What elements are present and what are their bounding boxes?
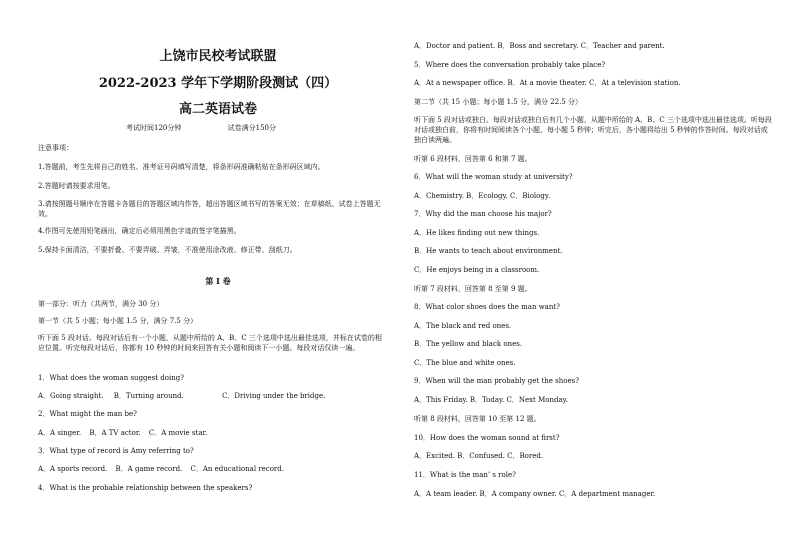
notice-title: 注意事项：	[38, 144, 73, 152]
option: B．He wants to teach about environment.	[414, 247, 563, 255]
question-options: A．At a newspaper office. B．At a movie theater. C．At a television station.	[414, 79, 681, 87]
option: B．The yellow and black ones.	[414, 340, 523, 348]
question-stem: 7．Why did the man choose his major?	[414, 210, 552, 218]
material-heading: 听第 7 段材料，回答第 8 至第 9 题。	[414, 285, 532, 293]
school-title: 上饶市民校考试联盟	[159, 49, 277, 64]
notice-item: 5.保持卡面清洁，不要折叠、不要弄破、弄皱，不准使用涂改液、修正带、刮纸刀。	[38, 246, 297, 254]
notice-item: 2.答题时请按要求用笔。	[38, 182, 115, 190]
exam-score: 试卷满分150分	[227, 124, 276, 132]
question-options: A．Doctor and patient. B．Boss and secretary. C．Teacher and parent.	[414, 42, 665, 50]
exam-meta	[126, 123, 320, 133]
notice-item: 4.作图可先使用铅笔画出，确定后必须用黑色字迹的签字笔描黑。	[38, 227, 241, 235]
year-title: 2022-2023 学年下学期阶段测试（四）	[98, 76, 338, 91]
option: A．The black and red ones.	[414, 322, 512, 330]
listening-instructions: 听下面 5 段对话。每段对话后有一个小题，从题中所给的 A、B、C 三个选项中选出最佳选项，并标在试卷的相应位置。听完每段对话后，你都有 10 秒钟的时间来回答有关小题和阅读下一小题。每段对话仅读一遍。	[38, 334, 382, 352]
question-stem: 10．How does the woman sound at first?	[414, 434, 560, 442]
subsection-heading: 第一节（共 5 小题；每小题 1.5 分，满分 7.5 分）	[38, 317, 198, 325]
question-stem: 6．What will the woman study at university?	[414, 173, 573, 181]
option: A．A sports record.	[38, 465, 108, 473]
question-stem: 3．What type of record is Amy referring to?	[38, 447, 194, 455]
subsection-heading: 第二节（共 15 小题；每小题 1.5 分，满分 22.5 分）	[414, 98, 582, 106]
option: C．A movie star.	[148, 429, 208, 437]
option: A．He likes finding out new things.	[414, 229, 540, 237]
option: C．An educational record.	[190, 465, 284, 473]
question-stem: 4．What is the probable relationship between the speakers?	[38, 484, 253, 492]
question-stem: 1．What does the woman suggest doing?	[38, 374, 184, 382]
option: B．A game record.	[115, 465, 183, 473]
option: A．Going straight.	[38, 392, 104, 400]
option: C．The blue and white ones.	[414, 359, 516, 367]
option: B．A TV actor.	[89, 429, 141, 437]
notice-item: 1.答题前，考生先将自己的姓名、准考证号码填写清楚，将条形码准确粘贴在条形码区域内。	[38, 163, 325, 171]
question-stem: 8．What color shoes does the man want?	[414, 303, 560, 311]
question-options	[38, 464, 284, 474]
question-options	[38, 428, 207, 438]
exam-time: 考试时间120分钟	[126, 124, 182, 132]
listening-instructions: 听下面 5 段对话或独白。每段对话或独白后有几个小题，从题中所给的 A、B、C 三个选项中选出最佳选项。听每段对话或独白前，你将有时间阅读各个小题，每小题 5 秒钟；听完后，各小题将给出 5 秒钟的作答时间。每段对话或独白读两遍。	[414, 116, 772, 144]
option: C．He enjoys being in a classroom.	[414, 266, 540, 274]
notice-item: 3.请按照题号顺序在答题卡各题目的答题区域内作答，超出答题区域书写的答案无效；在草稿纸、试卷上答题无效。	[38, 200, 381, 218]
question-options: A．Chemistry. B．Ecology. C．Biology.	[414, 192, 551, 200]
question-stem: 5．Where does the conversation probably take place?	[414, 61, 606, 69]
question-options	[38, 391, 325, 401]
question-stem: 9．When will the man probably get the shoes?	[414, 377, 579, 385]
section-heading: 第一部分：听力（共两节，满分 30 分）	[38, 300, 164, 308]
option: C．Driving under the bridge.	[222, 392, 326, 400]
question-stem: 2．What might the man be?	[38, 410, 137, 418]
question-options: A．A team leader. B．A company owner. C．A department manager.	[414, 490, 656, 498]
subject-title: 高二英语试卷	[178, 102, 257, 117]
question-options: A．This Friday. B．Today. C．Next Monday.	[414, 396, 568, 404]
option: B．Turning around.	[113, 392, 184, 400]
question-options: A．Excited. B．Confused. C．Bored.	[414, 452, 544, 460]
option: A．A singer.	[38, 429, 82, 437]
question-stem: 11．What is the man’ s role?	[414, 471, 516, 479]
material-heading: 听第 8 段材料，回答第 10 至第 12 题。	[414, 415, 541, 423]
material-heading: 听第 6 段材料，回答第 6 和第 7 题。	[414, 155, 532, 163]
part-title: 第 I 卷	[205, 276, 231, 286]
